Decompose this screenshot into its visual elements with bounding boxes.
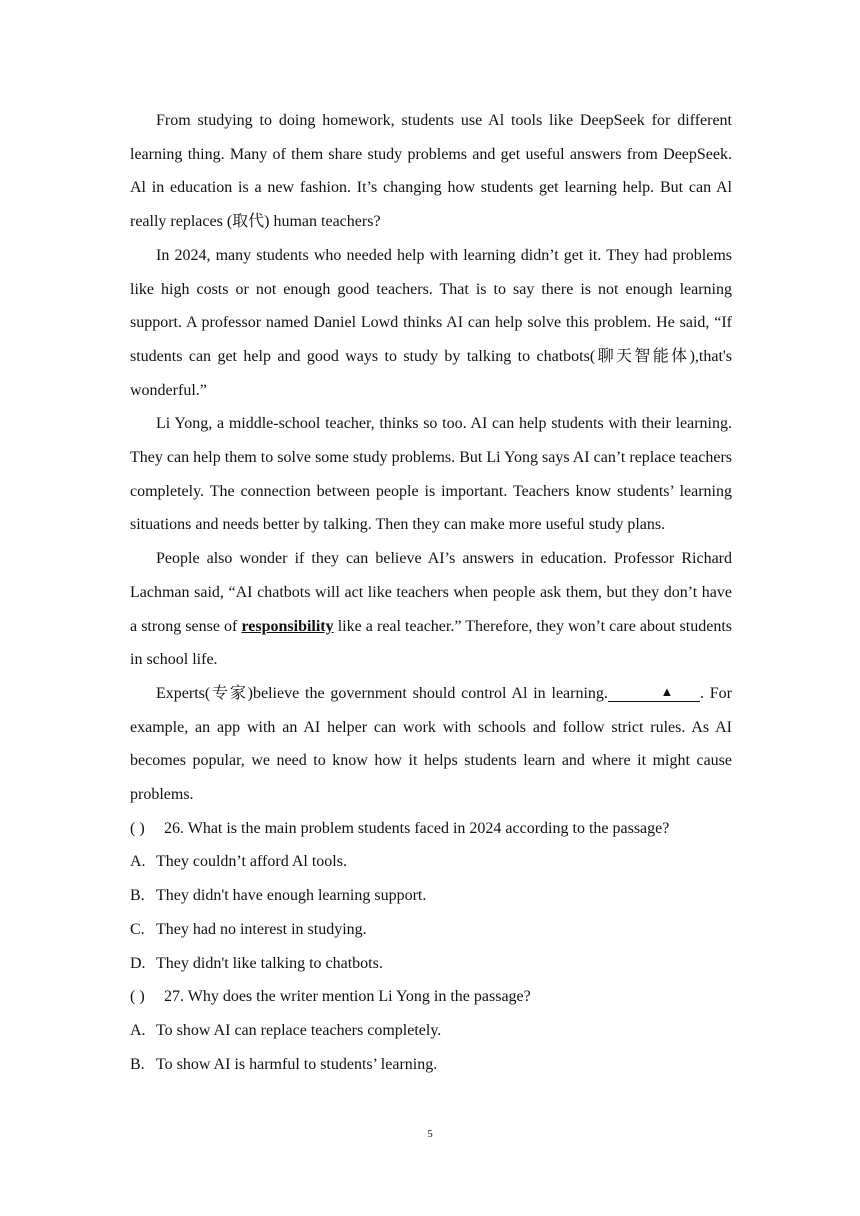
question-26	[130, 812, 732, 846]
page-number: 5	[427, 1128, 433, 1140]
answer-bracket: ( )	[130, 988, 145, 1006]
question-stem: 27. Why does the writer mention Li Yong in the passage?	[164, 988, 531, 1006]
question-27-option-b	[130, 1048, 732, 1082]
question-26-option-a	[130, 845, 732, 879]
answer-blank	[608, 683, 700, 702]
triangle-marker-icon: ▲	[660, 683, 674, 699]
option-letter: B.	[130, 1055, 145, 1073]
paragraph-3: Li Yong, a middle-school teacher, thinks so too. AI can help students with their learning. They can help them to solve some study problems. But Li Yong says AI can’t replace teachers completely. The connection between people is important. Teachers know students’ learning situations and needs better by talking. Then they can make more useful study plans.	[130, 415, 732, 534]
paragraph-5	[130, 677, 732, 812]
question-26-option-d	[130, 947, 732, 981]
paragraph-4-text-end: like a real teacher.” Therefore, they won’t care about students in school life.	[130, 617, 732, 669]
question-27	[130, 980, 732, 1014]
question-27-option-a	[130, 1014, 732, 1048]
option-text: They had no interest in studying.	[156, 920, 367, 938]
option-letter: A.	[130, 853, 146, 871]
paragraph-4-text-start: People also wonder if they can believe AI’s answers in education. Professor Richard Lachman said, “AI chatbots will act like teachers when people ask them, but they don’t have a strong sense of	[130, 550, 732, 635]
option-letter: C.	[130, 920, 145, 938]
option-letter: D.	[130, 954, 146, 972]
option-letter: A.	[130, 1021, 146, 1039]
underlined-keyword: responsibility	[241, 617, 334, 635]
paragraph-4	[130, 542, 732, 677]
option-text: They didn't like talking to chatbots.	[156, 954, 383, 972]
paragraph-2: In 2024, many students who needed help with learning didn’t get it. They had problems like high costs or not enough good teachers. That is to say there is not enough learning support. A professor named Daniel Lowd thinks AI can help solve this problem. He said, “If students can get help and good ways to study by talking to chatbots(聊天智能体),that's wonderful.”	[130, 246, 732, 399]
paragraph-5-text-end: . For example, an app with an AI helper can work with schools and follow strict rules. As AI becomes popular, we need to know how it helps students learn and where it might cause problems.	[130, 684, 732, 804]
reading-passage	[130, 104, 732, 1081]
question-26-option-c	[130, 913, 732, 947]
answer-bracket: ( )	[130, 819, 145, 837]
question-26-option-b	[130, 879, 732, 913]
option-text: To show AI is harmful to students’ learning.	[156, 1055, 438, 1073]
option-text: They couldn’t afford Al tools.	[156, 853, 347, 871]
option-text: To show AI can replace teachers completely.	[156, 1021, 442, 1039]
paragraph-1: From studying to doing homework, students use Al tools like DeepSeek for different learning thing. Many of them share study problems and get useful answers from DeepSeek. Al in education is a new fashion. It’s changing how students get learning help. But can Al really replaces (取代) human teachers?	[130, 112, 732, 231]
option-text: They didn't have enough learning support.	[156, 887, 427, 905]
paragraph-5-text-start: Experts(专家)believe the government should control Al in learning.	[156, 684, 608, 702]
question-stem: 26. What is the main problem students faced in 2024 according to the passage?	[164, 819, 670, 837]
option-letter: B.	[130, 887, 145, 905]
